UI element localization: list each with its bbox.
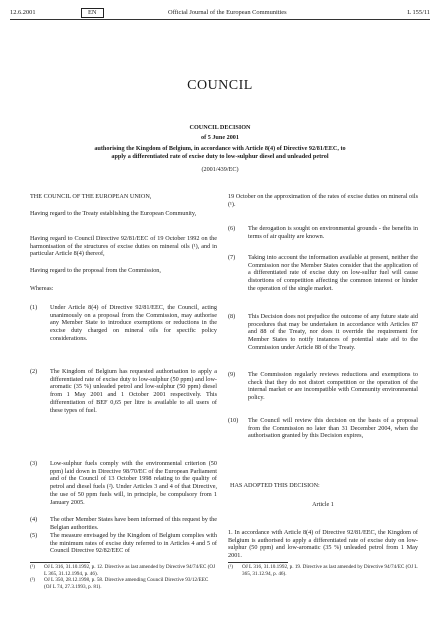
article-heading: Article 1	[312, 501, 334, 508]
recital-number: (4)	[30, 516, 38, 523]
footnote-text: OJ L 350, 28.12.1998, p. 58. Directive amending Council Directive 93/12/EEC (OJ L 74, 27.3.1993, p. 81).	[44, 577, 209, 590]
recital-number: (1)	[30, 304, 38, 311]
recital-number: (2)	[30, 368, 38, 375]
recital-9	[228, 371, 418, 405]
having-regard-directive: Having regard to Council Directive 92/81/EEC of 19 October 1992 on the harmonisation of the structures of excise duties on mineral oils (¹), and in particular Article 8(4) thereof,	[30, 235, 217, 258]
recital-number: (8)	[228, 313, 236, 320]
recital-5	[30, 532, 217, 558]
recital-10	[228, 417, 418, 443]
recital-text: The Council will review this decision on the basis of a proposal from the Commission no later than 31 December 2004, when the authorisation granted by this Decision expires,	[248, 417, 418, 440]
footnote	[30, 577, 217, 590]
footnote-rule	[30, 562, 90, 563]
recital-1	[30, 304, 217, 362]
decision-subject-line-2: apply a differentiated rate of excise duty to low-sulphur diesel and unleaded petrol	[111, 153, 329, 160]
whereas-label: Whereas:	[30, 285, 54, 292]
decision-subject-line-1: authorising the Kingdom of Belgium, in accordance with Article 8(4) of Directive 92/81/EEC, to	[94, 145, 346, 152]
recital-7	[228, 254, 418, 304]
decision-date: of 5 June 2001	[201, 134, 239, 141]
recital-number: (10)	[228, 417, 239, 424]
recital-text: Under Article 8(4) of Directive 92/81/EEC, the Council, acting unanimously on a proposal from the Commission, may authorise any Member State to introduce exemptions or reductions in the excise duty charged on mineral oils for specific policy considerations.	[50, 304, 217, 342]
recital-text: The Kingdom of Belgium has requested authorisation to apply a differentiated rate of excise duty to low-sulphur (50 ppm) and low-aromatic (35 %) unleaded petrol and low-sulphur (50 ppm) diesel from 1 May 2001 and 1 October 2001 respectively. This differentiation of BEF 0,65 per litre is available to all users of these types of fuel.	[50, 368, 217, 414]
language-code-box: EN	[81, 8, 104, 18]
page-header	[10, 7, 430, 19]
footnote-number: (¹)	[228, 564, 234, 570]
page-reference: L 155/11	[407, 9, 430, 16]
recital-number: (9)	[228, 371, 236, 378]
footnote-rule	[228, 562, 288, 563]
footnote-text: OJ L 316, 31.10.1992, p. 12. Directive as last amended by Directive 94/74/EC (OJ L 365, 31.12.1994, p. 46).	[44, 564, 216, 577]
footnote	[30, 564, 217, 577]
header-rule	[10, 19, 430, 20]
recital-text: The Commission regularly reviews reductions and exemptions to check that they do not distort competition or the operation of the internal market or are incompatible with Community environmental policy.	[248, 371, 418, 402]
adoption-statement: HAS ADOPTED THIS DECISION:	[230, 482, 320, 489]
footnote-number: (¹)	[30, 564, 36, 570]
recital-text: Low-sulphur fuels comply with the environmental criterion (50 ppm) laid down in Directive 98/70/EC of the European Parliament and of the Council of 13 October 1998 relating to the quality of petrol and diesel fuels (²). Under Articles 3 and 4 of that Directive, the use of 50 ppm fuels will, in principle, be compulsory from 1 January 2005.	[50, 460, 217, 506]
recital-number: (6)	[228, 225, 236, 232]
decision-title: COUNCIL DECISION	[189, 124, 251, 131]
recital-6	[228, 225, 418, 243]
journal-title: Official Journal of the European Communities	[168, 9, 287, 16]
publication-date: 12.6.2001	[10, 9, 36, 16]
article-1-paragraph-1: 1. In accordance with Article 8(4) of Directive 92/81/EEC, the Kingdom of Belgium is authorised to apply a differentiated rate of excise duty on low-sulphur (50 ppm) and low-aromatic (35 %) unleaded petrol from 1 May 2001.	[228, 529, 418, 560]
preamble: THE COUNCIL OF THE EUROPEAN UNION,	[30, 193, 152, 200]
recital-number: (7)	[228, 254, 236, 261]
recital-2	[30, 368, 217, 446]
footnote-number: (²)	[30, 577, 36, 584]
left-footnotes	[30, 564, 217, 590]
having-regard-proposal: Having regard to the proposal from the Commission,	[30, 267, 161, 274]
recital-text: The other Member States have been informed of this request by the Belgian authorities.	[50, 516, 217, 531]
recital-text: This Decision does not prejudice the outcome of any future state aid procedures that may be undertaken in accordance with Articles 87 and 88 of the Treaty, nor does it override the requirement for Member States to notify instances of potential state aid to the Commission under Article 88 of the Treaty.	[248, 313, 418, 351]
recital-number: (3)	[30, 460, 38, 467]
recital-number: (5)	[30, 532, 38, 539]
section-heading: COUNCIL	[187, 78, 253, 93]
footnote-text: OJ L 316, 31.10.1992, p. 19. Directive as last amended by Directive 94/74/EC (OJ L 365, 31.12.94, p. 46).	[242, 564, 418, 577]
decision-number: (2001/439/EC)	[201, 166, 239, 173]
right-footnotes	[228, 564, 418, 577]
recital-text: Taking into account the information available at present, neither the Commission nor the Member States consider that the application of a differentiated rate of excise duty on low-sulfur fuel will cause distortions of competition affecting the common interest or hinder the operation of the single market.	[248, 254, 418, 292]
recital-text: The derogation is sought on environmental grounds - the benefits in terms of air quality are known.	[248, 225, 418, 240]
having-regard-treaty: Having regard to the Treaty establishing the European Community,	[30, 210, 197, 217]
footnote	[228, 564, 418, 577]
recital-8	[228, 313, 418, 363]
recital-text: The measure envisaged by the Kingdom of Belgium complies with the minimum rates of excise duty referred to in Articles 4 and 5 of Council Directive 92/82/EEC of	[50, 532, 217, 555]
recital-5-continuation: 19 October on the approximation of the rates of excise duties on mineral oils (¹).	[228, 193, 418, 208]
